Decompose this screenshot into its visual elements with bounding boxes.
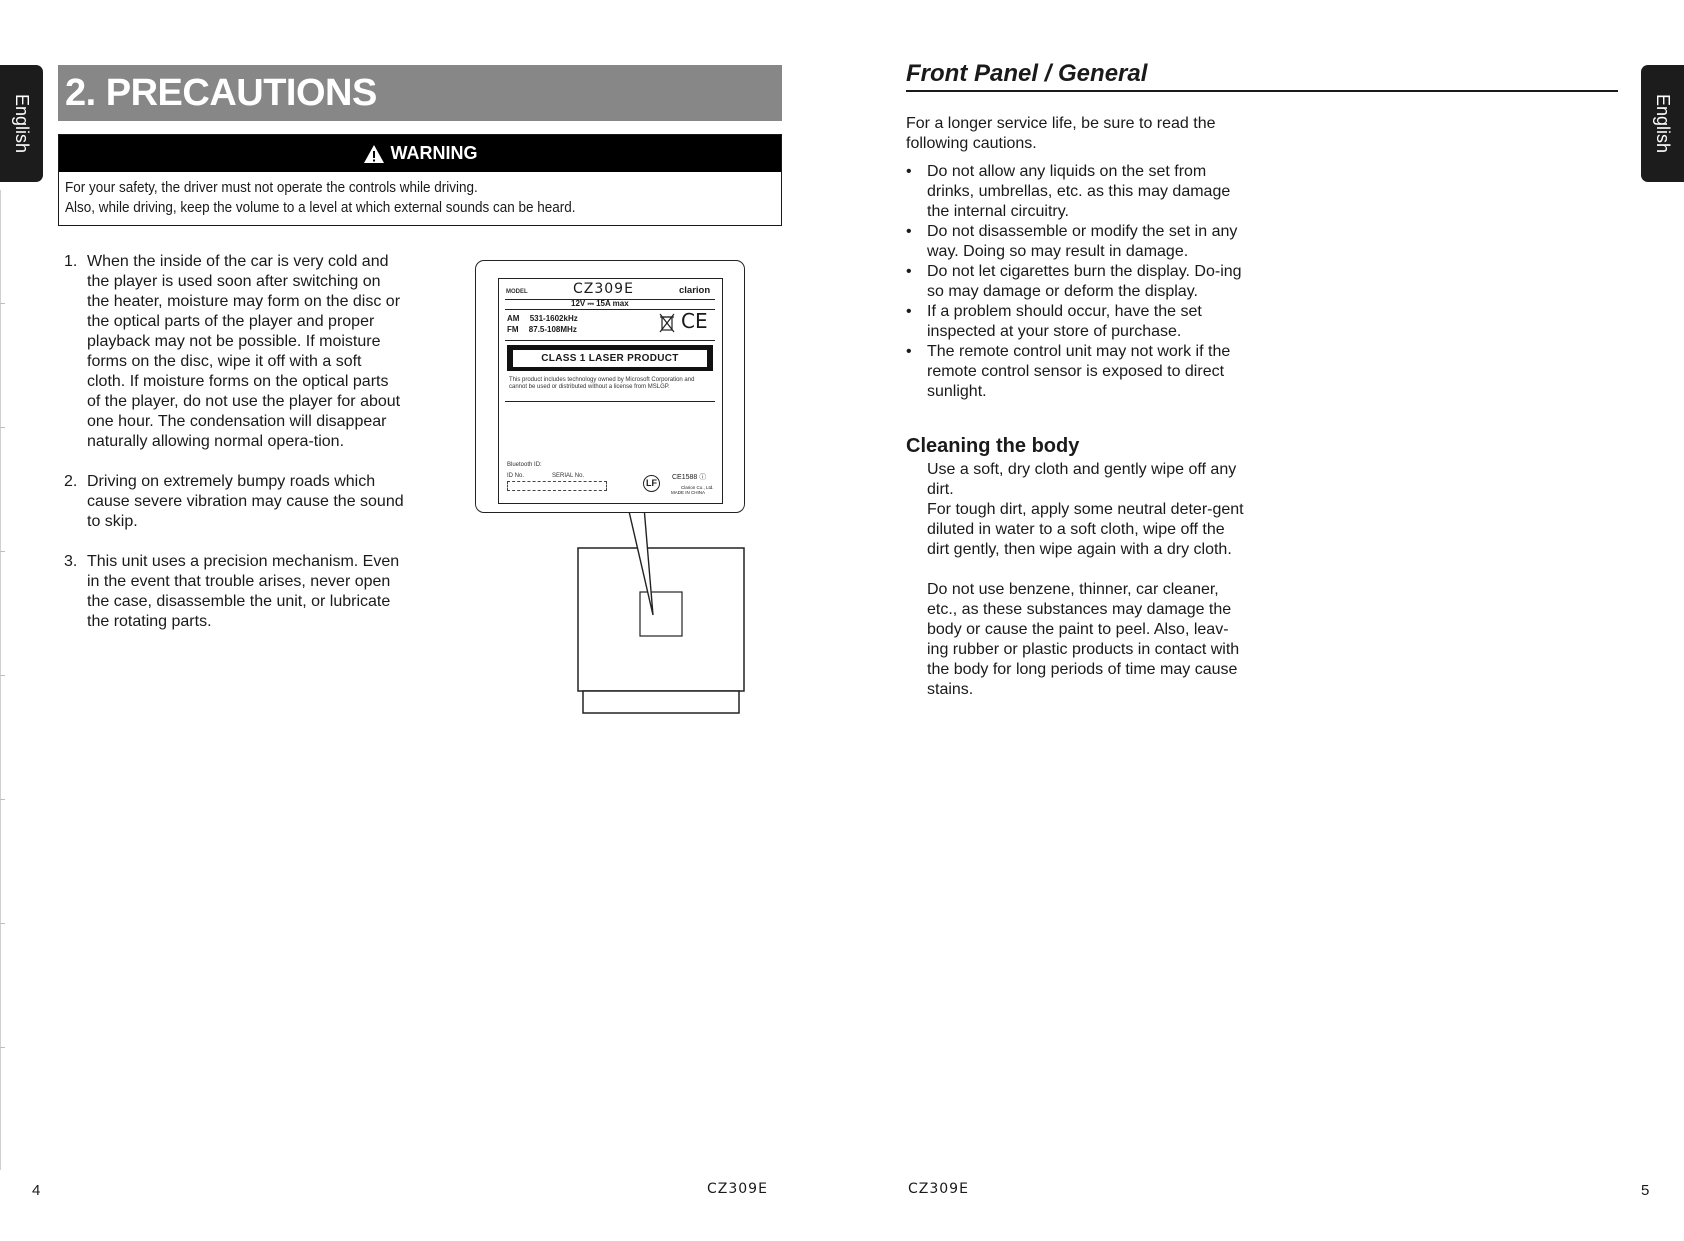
margin-tick [0, 799, 5, 800]
ce-code: CE1588 ⓘ [672, 474, 707, 481]
id-serial-field [507, 481, 607, 491]
list-item-text: The remote control unit may not work if the remote control sensor is exposed to direct sunlight. [927, 343, 1231, 400]
label-power: 12V ⎓ 15A max [571, 299, 629, 308]
margin-tick [0, 551, 5, 552]
cleaning-heading: Cleaning the body [906, 435, 1080, 457]
label-fm: FM [507, 325, 519, 334]
language-tab-label: English [1653, 93, 1673, 154]
list-item [906, 262, 1246, 302]
warning-title: WARNING [390, 143, 478, 163]
list-item [64, 252, 404, 452]
microsoft-notice: This product includes technology owned by Microsoft Corporation and cannot be used or distributed without a license from MSLGP. [509, 377, 695, 390]
title-rule [906, 90, 1618, 92]
list-item [906, 222, 1246, 262]
bullet-dot: • [906, 163, 912, 180]
label-am-fm [507, 313, 578, 335]
cleaning-paragraph: Use a soft, dry cloth and gently wipe off any dirt. [927, 461, 1237, 498]
language-tab-label: English [12, 93, 32, 154]
subsection-title: Front Panel / General [906, 60, 1148, 87]
margin-tick [0, 675, 5, 676]
label-model: CZ309E [573, 281, 634, 297]
intro-text: For a longer service life, be sure to read the following cautions. [906, 115, 1216, 152]
list-item-text: If a problem should occur, have the set inspected at your store of purchase. [927, 303, 1202, 340]
margin-tick [0, 303, 5, 304]
product-label [498, 278, 723, 504]
section-title: 2. PRECAUTIONS [65, 71, 377, 114]
callout-pointer [620, 505, 680, 620]
list-item-number: 1. [64, 253, 78, 270]
bullet-dot: • [906, 343, 912, 360]
caution-list [906, 162, 1246, 402]
laser-class-box [507, 345, 713, 371]
label-model-caption: MODEL [506, 289, 528, 295]
warning-line: For your safety, the driver must not operate the controls while driving. [65, 180, 478, 196]
precaution-list [64, 252, 404, 652]
list-item-text: When the inside of the car is very cold and the player is used soon after switching on the heater, moisture may form on the disc or the optical parts of the player and proper playback may not be possible. If moisture forms on the disc, wipe it off with a soft cloth. If moisture forms on the optical parts of the player, do not use the player for about one hour. The condensation will disappear naturally allowing normal opera-tion. [87, 253, 401, 450]
language-tab-right [1641, 65, 1684, 182]
product-label-card [475, 260, 745, 513]
warning-header [59, 135, 781, 172]
cleaning-paragraph: Do not use benzene, thinner, car cleaner, etc., as these substances may damage the body or cause the paint to peel. Also, leav-ing rubber or plastic products in contact with the body for long periods of time may cause stains. [927, 581, 1240, 698]
maker: Clarion Co., Ltd. [681, 485, 714, 490]
list-item-number: 3. [64, 553, 78, 570]
list-item [906, 162, 1246, 222]
id-no: ID No. [507, 473, 525, 479]
warning-line: Also, while driving, keep the volume to a level at which external sounds can be heard. [65, 200, 576, 216]
margin-tick [0, 427, 5, 428]
page-number-right: 5 [1641, 1182, 1650, 1199]
serial-no: SERIAL No. [552, 473, 585, 479]
ce-mark: CE [681, 309, 708, 333]
list-item-text: Do not disassemble or modify the set in any way. Doing so may result in damage. [927, 223, 1238, 260]
warning-box [58, 134, 782, 226]
section-title-bar [58, 65, 782, 121]
list-item-text: Do not allow any liquids on the set from drinks, umbrellas, etc. as this may damage the internal circuitry. [927, 163, 1231, 220]
list-item [906, 342, 1246, 402]
lf-mark: LF [643, 475, 660, 492]
made-in: MADE IN CHINA [671, 490, 706, 495]
warning-text [59, 172, 781, 218]
bullet-dot: • [906, 303, 912, 320]
margin-tick [0, 1047, 5, 1048]
bluetooth-id: Bluetooth ID: [507, 462, 542, 468]
language-tab-left [0, 65, 43, 182]
label-am: AM [507, 314, 520, 323]
list-item-number: 2. [64, 473, 78, 490]
left-margin-line [0, 190, 1, 1170]
list-item-text: Do not let cigarettes burn the display. Do-ing so may damage or deform the display. [927, 263, 1242, 300]
warning-triangle-icon [363, 144, 385, 164]
laser-class-text: CLASS 1 LASER PRODUCT [513, 350, 707, 367]
weee-bin-icon [659, 313, 675, 333]
list-item [64, 552, 404, 632]
label-divider [505, 340, 715, 341]
list-item [64, 472, 404, 532]
footer-model-left: CZ309E [707, 1181, 768, 1197]
list-item [906, 302, 1246, 342]
label-divider [505, 401, 715, 402]
bullet-dot: • [906, 223, 912, 240]
margin-tick [0, 923, 5, 924]
list-item-text: This unit uses a precision mechanism. Even in the event that trouble arises, never open the case, disassemble the unit, or lubricate the rotating parts. [87, 553, 400, 630]
footer-model-right: CZ309E [908, 1181, 969, 1197]
cleaning-paragraph: For tough dirt, apply some neutral deter-gent diluted in water to a soft cloth, wipe off the dirt gently, then wipe again with a dry cloth. [927, 501, 1244, 558]
label-am-range: 531-1602kHz [529, 314, 578, 323]
list-item-text: Driving on extremely bumpy roads which cause severe vibration may cause the sound to skip. [87, 473, 404, 530]
page-number-left: 4 [32, 1182, 41, 1199]
bullet-dot: • [906, 263, 912, 280]
label-fm-range: 87.5-108MHz [528, 325, 577, 334]
label-brand: clarion [679, 285, 711, 296]
